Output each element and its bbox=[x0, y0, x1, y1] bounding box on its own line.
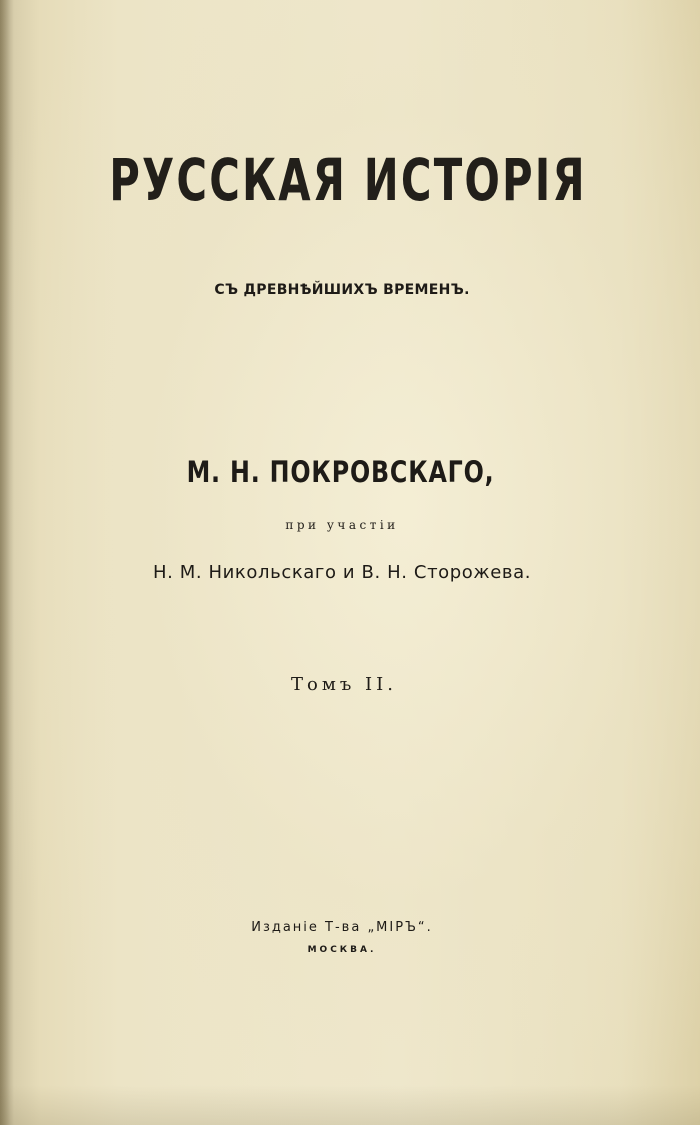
coauthors: Н. М. Никольскаго и В. Н. Сторожева. bbox=[152, 562, 532, 583]
participation-note: при участіи bbox=[285, 518, 399, 532]
publisher: Изданіе Т-ва „МІРЪ“. bbox=[251, 920, 433, 935]
book-title: РУССКАЯ ИСТОРІЯ bbox=[109, 146, 587, 214]
author-name: М. Н. ПОКРОВСКАГО, bbox=[186, 455, 495, 489]
volume-number: Томъ II. bbox=[291, 674, 397, 695]
publication-city: МОСКВА. bbox=[307, 945, 377, 955]
book-subtitle: СЪ ДРЕВНѢЙШИХЪ ВРЕМЕНЪ. bbox=[214, 282, 470, 298]
